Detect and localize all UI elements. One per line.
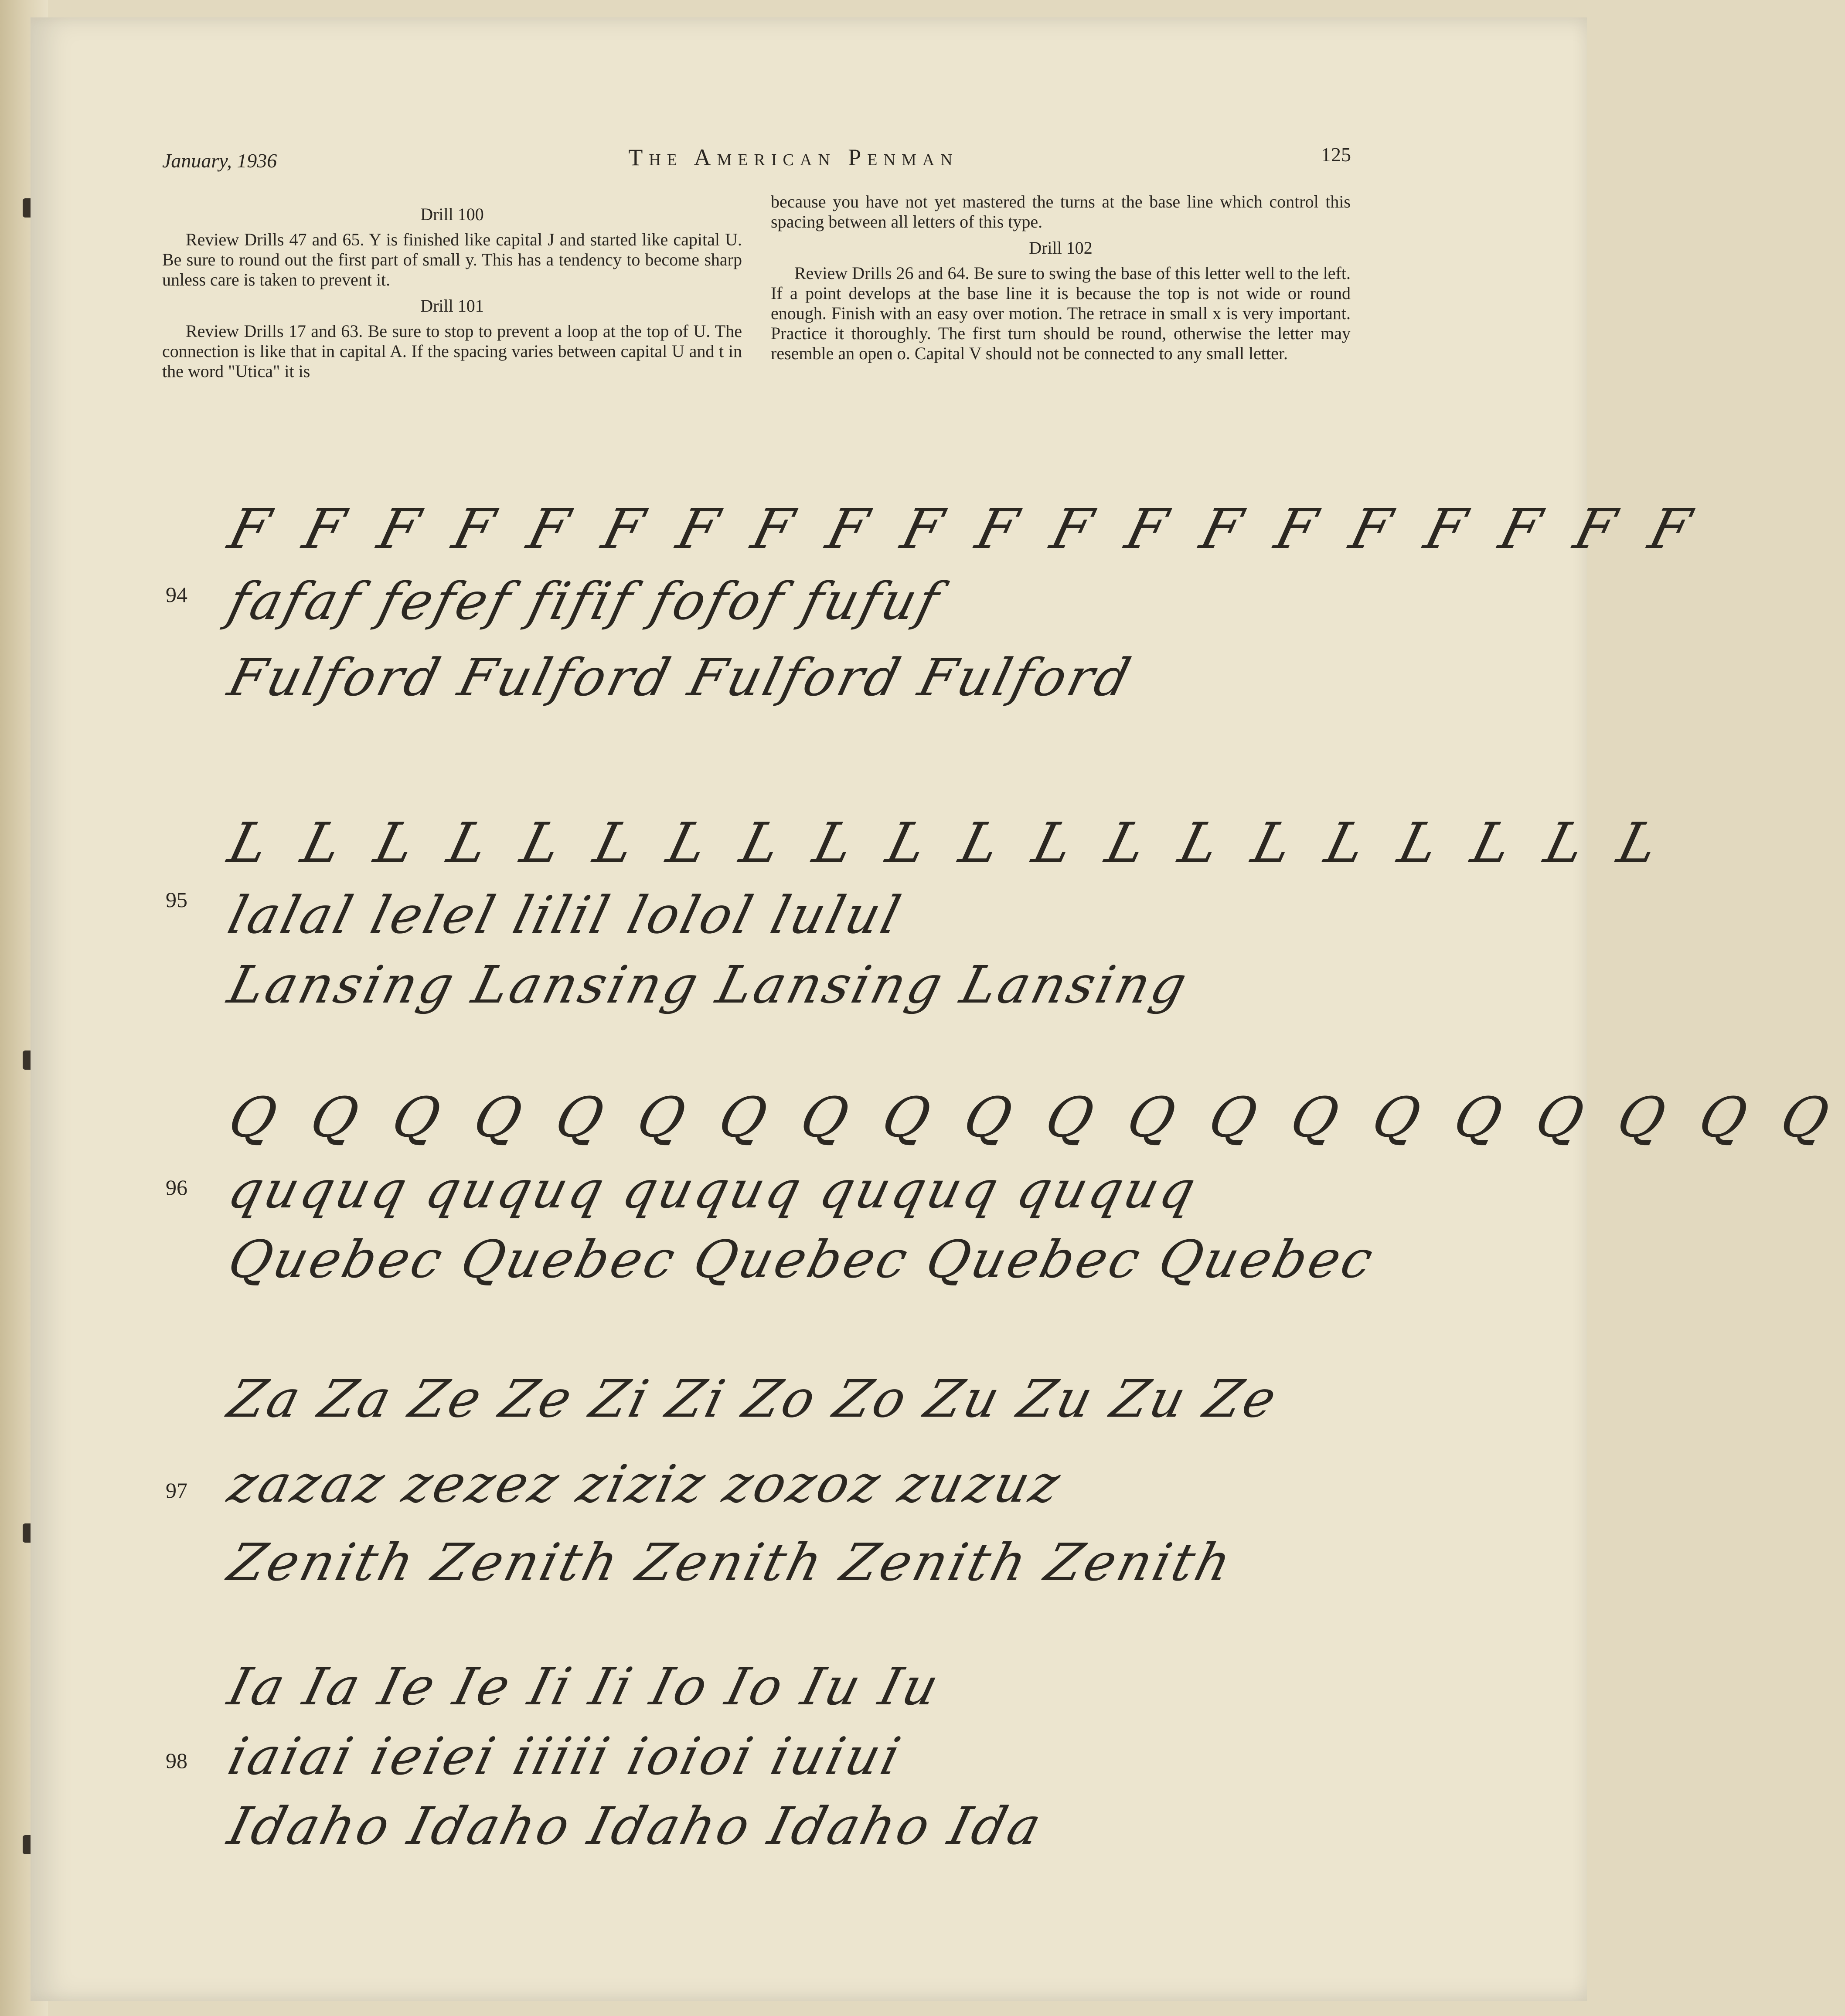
script-practice-text: fafaf fefef fifif fofof fufuf: [222, 571, 948, 631]
script-line-capitals: [222, 497, 1707, 562]
script-practice-text: Idaho Idaho Idaho Idaho Ida: [222, 1796, 1050, 1856]
script-practice-text: F F F F F F F F F F F F F F F F F F F F: [222, 497, 1707, 561]
script-line-word: [222, 647, 1356, 713]
script-line-word: [222, 1229, 1382, 1295]
drill-instructions: Review Drills 26 and 64. Be sure to swing the base of this letter well to the left. If a point develops at the base line it is because the top is not wide or round enough. Finish with an easy over motion. The retrace in small x is very important. Practice it thoroughly. The first turn should be round, otherwise the letter may resemble an open o. Capital V should not be connected to any small letter.: [771, 263, 1351, 363]
script-line-capitals: [222, 1085, 1845, 1151]
script-line-lowercase: [222, 885, 1356, 950]
drill-instructions: Review Drills 47 and 65. Y is finished like capital J and started like capital U. Be sure to round out the first part of small y. This has a tendency to become sharp unless care is taken to prevent it.: [162, 230, 742, 289]
text-column-left: [162, 198, 742, 381]
drill-block-94: [0, 484, 1707, 728]
drill-block-97: [0, 1360, 1602, 1604]
script-practice-text: ququq ququq ququq ququq ququq: [222, 1159, 1204, 1220]
drill-number: 94: [166, 582, 187, 607]
drill-heading: Drill 102: [1029, 238, 1093, 258]
drill-block-98: [0, 1656, 1602, 1900]
script-practice-text: Za Za Ze Ze Zi Zi Zo Zo Zu Zu Zu Ze: [222, 1369, 1285, 1429]
script-practice-text: zazaz zezez ziziz zozoz zuzuz: [222, 1454, 1069, 1514]
page-number: 125: [1321, 143, 1351, 166]
script-line-lowercase: [222, 1454, 1356, 1519]
script-line-lowercase: [222, 571, 1356, 636]
drill-heading: Drill 101: [420, 296, 484, 316]
script-practice-text: Ia Ia Ie Ie Ii Ii Io Io Iu Iu: [222, 1656, 947, 1717]
running-head: [0, 139, 1602, 179]
script-practice-text: Q Q Q Q Q Q Q Q Q Q Q Q Q Q Q Q Q Q Q Q: [222, 1085, 1845, 1149]
script-line-capitals: [222, 811, 1674, 876]
drill-block-96: [0, 1068, 1845, 1312]
drill-number: 95: [166, 887, 187, 912]
script-line-lowercase: [222, 1159, 1356, 1225]
drill-heading: Drill 100: [420, 204, 484, 224]
script-practice-text: Quebec Quebec Quebec Quebec Quebec: [222, 1229, 1382, 1289]
drill-instructions: Review Drills 17 and 63. Be sure to stop to prevent a loop at the top of U. The connection is like that in capital A. If the spacing varies between capital U and t in the word "Utica" it is: [162, 321, 742, 381]
script-practice-text: Lansing Lansing Lansing Lansing: [222, 955, 1195, 1015]
script-line-lowercase: [222, 1726, 1356, 1792]
script-practice-text: Zenith Zenith Zenith Zenith Zenith: [222, 1532, 1240, 1592]
script-line-word: [222, 955, 1356, 1020]
script-practice-text: iaiai ieiei iiiii ioioi iuiui: [222, 1726, 909, 1786]
drill-number: 97: [166, 1478, 187, 1503]
issue-date: January, 1936: [162, 150, 277, 172]
script-line-word: [222, 1532, 1356, 1598]
script-line-capitals: [222, 1656, 1356, 1722]
magazine-title: The American Penman: [628, 144, 959, 170]
script-practice-text: Fulford Fulford Fulford Fulford: [222, 647, 1139, 707]
drill-number: 96: [166, 1175, 187, 1200]
drill-number: 98: [166, 1748, 187, 1773]
script-line-word: [222, 1796, 1356, 1861]
drill-block-95: [0, 811, 1674, 1055]
text-column-right: [771, 192, 1351, 364]
drill-instructions-continued: because you have not yet mastered the turns at the base line which control this spacing between all letters of this type.: [771, 192, 1351, 231]
script-practice-text: L L L L L L L L L L L L L L L L L L L L: [222, 811, 1674, 875]
script-line-capitals: [222, 1369, 1356, 1434]
script-practice-text: lalal lelel lilil lolol lulul: [222, 885, 909, 945]
